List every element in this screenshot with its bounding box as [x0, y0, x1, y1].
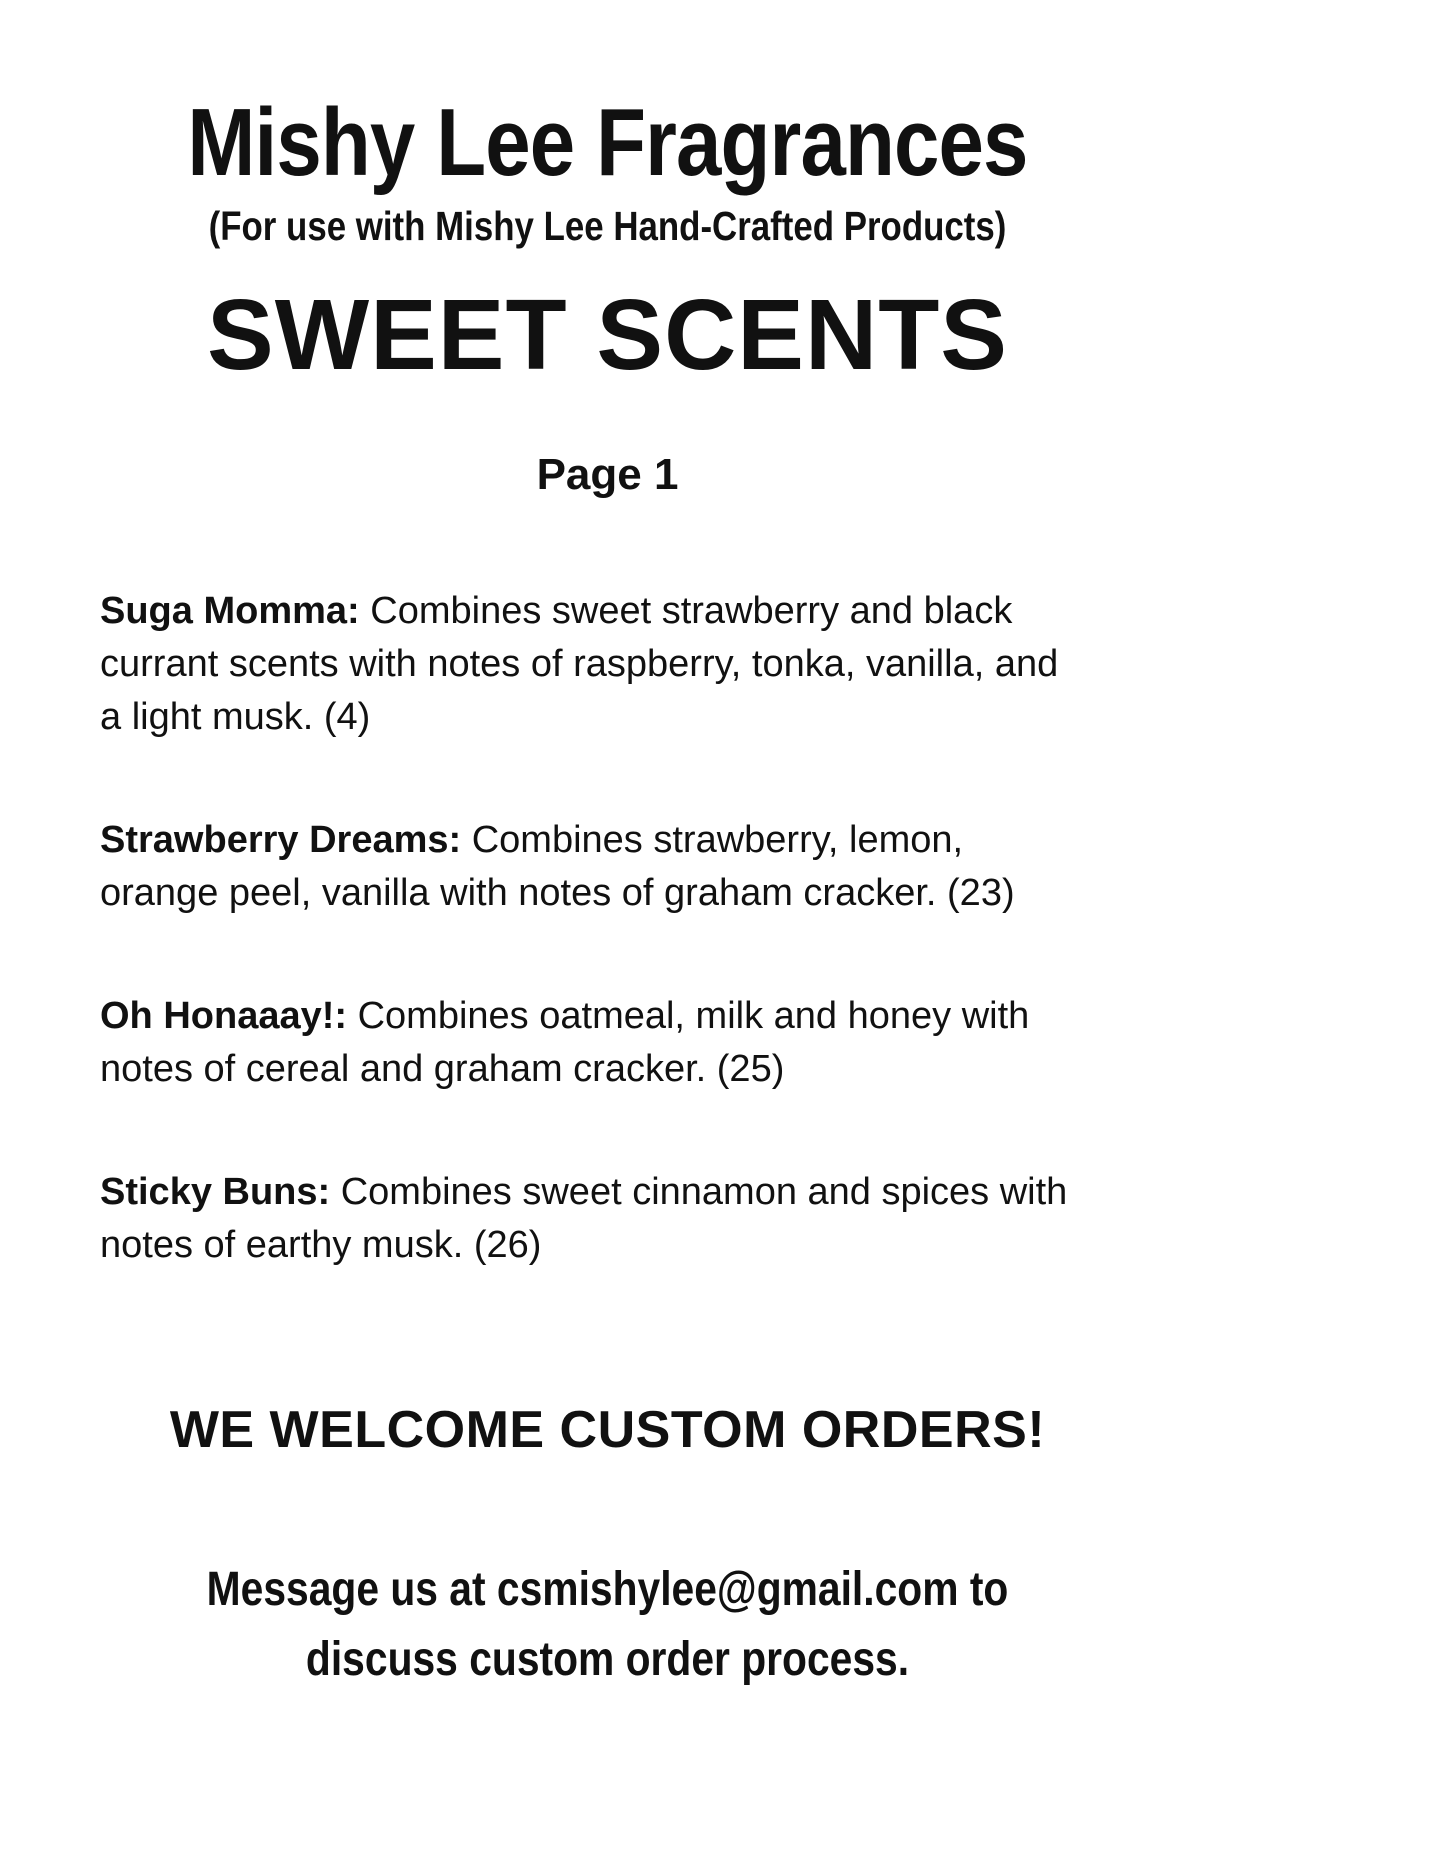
- custom-orders-banner: WE WELCOME CUSTOM ORDERS!: [169, 1401, 1046, 1459]
- brand-header: [100, 89, 1115, 250]
- scent-number: (25): [716, 1048, 785, 1090]
- page-number-label: Page 1: [536, 450, 679, 499]
- contact-message: Message us at csmishylee@gmail.com to discuss custom order process.: [206, 1563, 1009, 1686]
- brand-subtitle: (For use with Mishy Lee Hand-Crafted Products): [208, 203, 1007, 249]
- scent-description: Combines sweet cinnamon and spices with notes of earthy musk.: [100, 1171, 1068, 1266]
- section-title: SWEET SCENTS: [207, 279, 1008, 391]
- section-heading: [100, 279, 1115, 500]
- scent-number: (26): [473, 1224, 542, 1266]
- scent-number: (4): [323, 696, 371, 738]
- scent-description: Combines strawberry, lemon, orange peel, vanilla with notes of graham cracker.: [100, 819, 964, 914]
- scent-name: Suga Momma:: [100, 590, 360, 632]
- scent-name: Sticky Buns:: [100, 1171, 331, 1213]
- scent-description: Combines oatmeal, milk and honey with notes of cereal and graham cracker.: [100, 995, 1030, 1090]
- scent-name: Strawberry Dreams:: [100, 819, 462, 861]
- scent-item-oh-honaaay: [100, 990, 1072, 1096]
- scent-list: [100, 585, 1072, 1342]
- scent-item-strawberry-dreams: [100, 814, 1072, 920]
- scent-item-sticky-buns: [100, 1166, 1072, 1272]
- scent-name: Oh Honaaay!:: [100, 995, 348, 1037]
- scent-number: (23): [947, 872, 1015, 914]
- scent-item-suga-momma: [100, 585, 1072, 744]
- brand-title: Mishy Lee Fragrances: [187, 89, 1028, 196]
- scent-description: Combines sweet strawberry and black currant scents with notes of raspberry, tonka, vanilla, and a light musk.: [100, 590, 1059, 738]
